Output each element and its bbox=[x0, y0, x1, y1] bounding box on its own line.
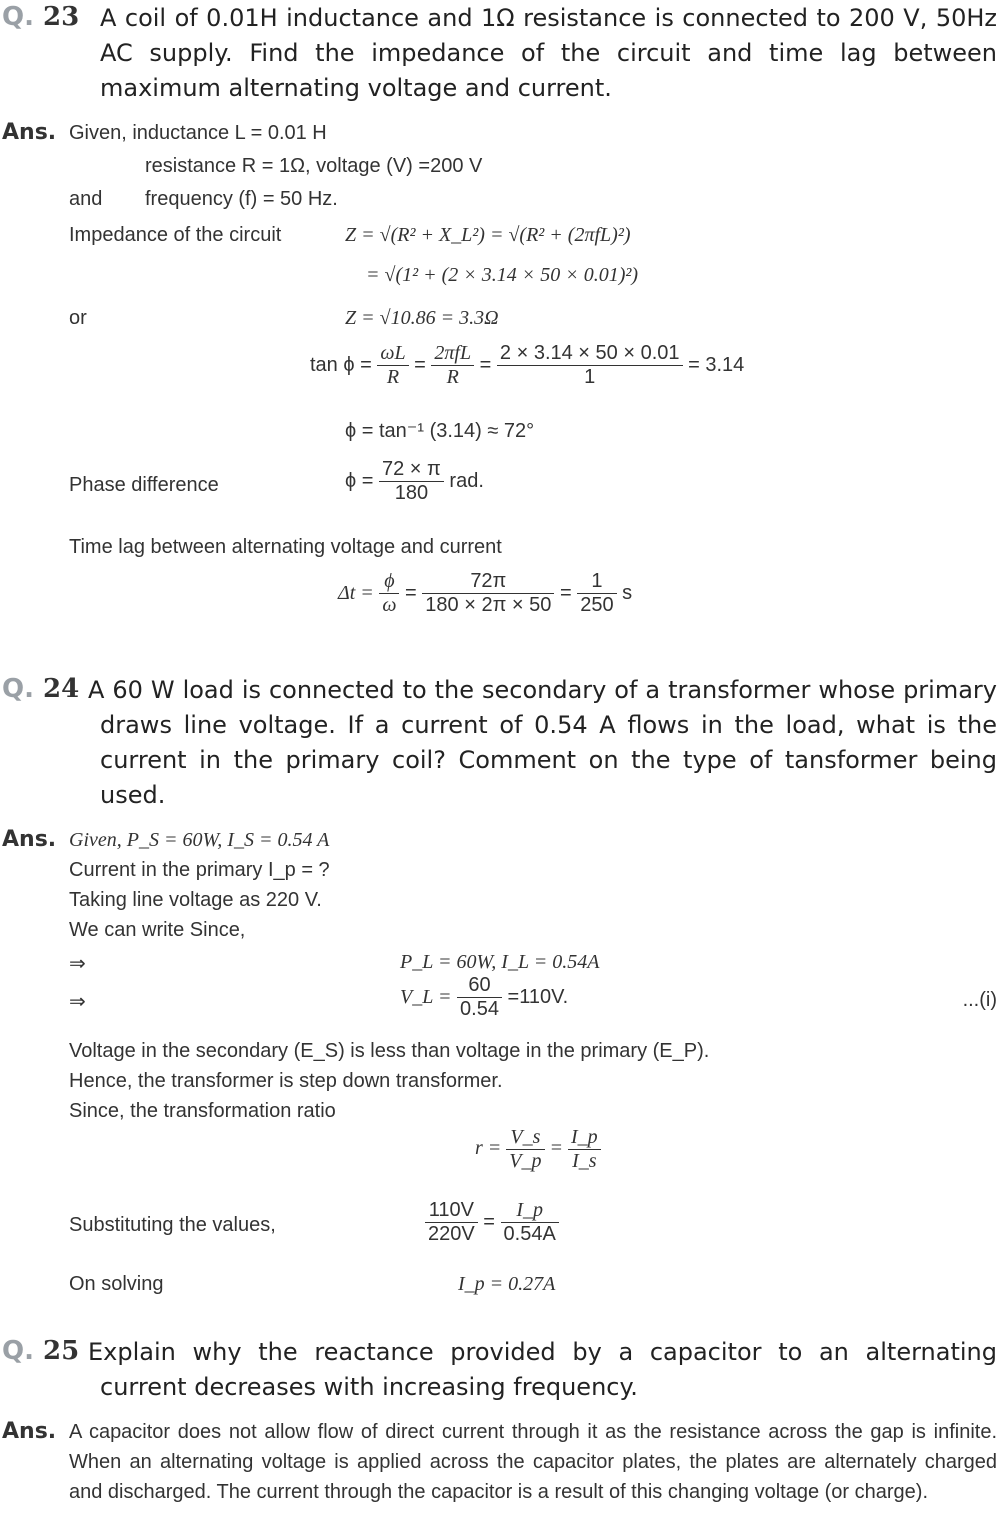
equation-reference: ...(i) bbox=[962, 989, 997, 1011]
numerator: I_p bbox=[501, 1199, 559, 1223]
or-word: or bbox=[69, 307, 87, 329]
ratio-equation: r = $\frac{V\_s}{V\_p}$ = $\frac{I\_p}{I\_s}$ bbox=[475, 1126, 601, 1173]
denominator: 220V bbox=[428, 1223, 475, 1245]
numerator: 2 × 3.14 × 50 × 0.01 bbox=[497, 342, 683, 366]
question-text: A coil of 0.01H inductance and 1Ω resistance is connected to 200 V, 50Hz AC supply. Find the impedance of the circuit and time lag between maximum alternating voltage and current. bbox=[100, 4, 997, 102]
fraction bbox=[422, 570, 554, 617]
given-line: Given, P_S = 60W, I_S = 0.54 A bbox=[69, 829, 330, 851]
tan-phi-equation: tan ϕ = $\frac{\omega L}{R}$ = $\frac{\text{2πfL}}{R}$ = $\frac{2 \times 3.14 \times 50 \times 0.01}{1}$ = 3.14 bbox=[310, 342, 745, 388]
substituting-label: Substituting the values, bbox=[69, 1214, 276, 1236]
time-lag-equation: Δt = $\frac{\phi}{\omega}$ = $\frac{72\pi}{180 \times 2\pi \times 50}$ = $\frac{1}{250}$ s bbox=[338, 570, 633, 616]
denominator: R bbox=[386, 366, 400, 388]
solving-label: On solving bbox=[69, 1273, 164, 1295]
question-label bbox=[2, 674, 79, 704]
numerator: ωL bbox=[377, 342, 408, 366]
question-number: 25 bbox=[43, 1336, 80, 1366]
hence-line: Hence, the transformer is step down transformer. bbox=[69, 1070, 503, 1092]
q-marker: Q. bbox=[2, 1336, 34, 1366]
question-text: A 60 W load is connected to the secondary of a transformer whose primary draws line voltage. If a current of 0.54 A flows in the load, what is the current in the primary coil? Comment on the type of tansformer being used. bbox=[88, 676, 997, 809]
phase-difference-label: Phase difference bbox=[69, 474, 219, 496]
fraction bbox=[431, 342, 474, 389]
vl-result: =110V. bbox=[507, 985, 569, 1008]
phase-lhs: ϕ = bbox=[345, 469, 374, 492]
load-power-equation: P_L = 60W, I_L = 0.54A bbox=[400, 951, 600, 973]
denominator: I_s bbox=[572, 1150, 597, 1172]
given-line: Given, inductance L = 0.01 H bbox=[69, 122, 327, 144]
time-lag-label: Time lag between alternating voltage and current bbox=[69, 536, 502, 558]
implies-arrow: ⇒ bbox=[69, 953, 86, 975]
answer-label: Ans. bbox=[2, 827, 57, 852]
fraction bbox=[379, 458, 444, 505]
numerator: 1 bbox=[577, 570, 616, 594]
answer-label: Ans. bbox=[2, 1419, 57, 1444]
denominator: 0.54A bbox=[503, 1223, 556, 1245]
phi-equation: ϕ = tan⁻¹ (3.14) ≈ 72° bbox=[345, 420, 535, 442]
question-number: 23 bbox=[43, 2, 80, 32]
numerator: ϕ bbox=[379, 570, 399, 594]
denominator: 0.54 bbox=[460, 998, 499, 1020]
question-label bbox=[2, 1336, 79, 1366]
tan-result: = 3.14 bbox=[688, 353, 745, 376]
fraction bbox=[568, 1126, 601, 1173]
we-can-write-line: We can write Since, bbox=[69, 919, 246, 941]
numerator: 72π bbox=[422, 570, 554, 594]
implies-arrow: ⇒ bbox=[69, 991, 86, 1013]
denominator: 250 bbox=[580, 594, 614, 616]
numerator: 2πfL bbox=[431, 342, 474, 366]
answer-paragraph: A capacitor does not allow flow of direct current through it as the resistance across the gap is infinite. When an alternating voltage is applied across the capacitor plates, the plates are alternately charged and discharged. The current through the capacitor is a result of this changing voltage (or charge). bbox=[69, 1421, 997, 1503]
and-word: and bbox=[69, 188, 103, 210]
impedance-equation: Z = √(R² + X_L²) = √(R² + (2πfL)²) bbox=[345, 224, 631, 246]
fraction bbox=[377, 342, 408, 389]
load-voltage-equation bbox=[400, 974, 568, 1021]
fraction bbox=[501, 1199, 559, 1246]
denominator: 1 bbox=[584, 366, 596, 388]
impedance-result: Z = √10.86 = 3.3Ω bbox=[345, 307, 499, 329]
denominator: 180 bbox=[394, 482, 429, 504]
denominator: V_p bbox=[509, 1150, 542, 1172]
impedance-equation-2: = √(1² + (2 × 3.14 × 50 × 0.01)²) bbox=[366, 264, 639, 286]
fraction bbox=[425, 1199, 478, 1246]
primary-current-result: I_p = 0.27A bbox=[458, 1273, 556, 1295]
fraction bbox=[497, 342, 683, 389]
question-number: 24 bbox=[43, 674, 80, 704]
denominator: ω bbox=[382, 594, 397, 616]
line-voltage-line: Taking line voltage as 220 V. bbox=[69, 889, 322, 911]
q-marker: Q. bbox=[2, 674, 34, 704]
q-marker: Q. bbox=[2, 2, 34, 32]
fraction bbox=[379, 570, 399, 617]
fraction bbox=[457, 974, 502, 1021]
answer-label: Ans. bbox=[2, 120, 57, 145]
numerator: 72 × π bbox=[379, 458, 444, 482]
ratio-lhs: r = bbox=[475, 1137, 502, 1160]
vl-lhs: V_L = bbox=[400, 985, 452, 1008]
substitution-equation: $\frac{110V}{220V}$ = $\frac{I\_p}{0.54A}$ bbox=[425, 1199, 559, 1246]
fraction bbox=[506, 1126, 544, 1173]
numerator: 60 bbox=[457, 974, 502, 998]
phase-difference-equation bbox=[345, 458, 484, 505]
phase-unit: rad. bbox=[449, 469, 484, 492]
question-text: Explain why the reactance provided by a capacitor to an alternating current decreases with increasing frequency. bbox=[88, 1338, 997, 1401]
tan-lhs: tan ϕ = bbox=[310, 353, 372, 376]
resistance-line: resistance R = 1Ω, voltage (V) =200 V bbox=[145, 155, 483, 177]
denominator: 180 × 2π × 50 bbox=[425, 594, 552, 616]
fraction bbox=[577, 570, 616, 617]
voltage-secondary-line: Voltage in the secondary (E_S) is less than voltage in the primary (E_P). bbox=[69, 1040, 710, 1062]
current-primary-line: Current in the primary I_p = ? bbox=[69, 859, 330, 881]
numerator: V_s bbox=[506, 1126, 544, 1150]
numerator: 110V bbox=[425, 1199, 478, 1223]
dt-lhs: Δt = bbox=[338, 581, 374, 604]
denominator: R bbox=[446, 366, 459, 388]
transformation-ratio-line: Since, the transformation ratio bbox=[69, 1100, 336, 1122]
numerator: I_p bbox=[568, 1126, 601, 1150]
dt-unit: s bbox=[622, 581, 633, 604]
impedance-label: Impedance of the circuit bbox=[69, 224, 282, 246]
question-label bbox=[2, 2, 79, 32]
frequency-line: frequency (f) = 50 Hz. bbox=[145, 188, 338, 210]
